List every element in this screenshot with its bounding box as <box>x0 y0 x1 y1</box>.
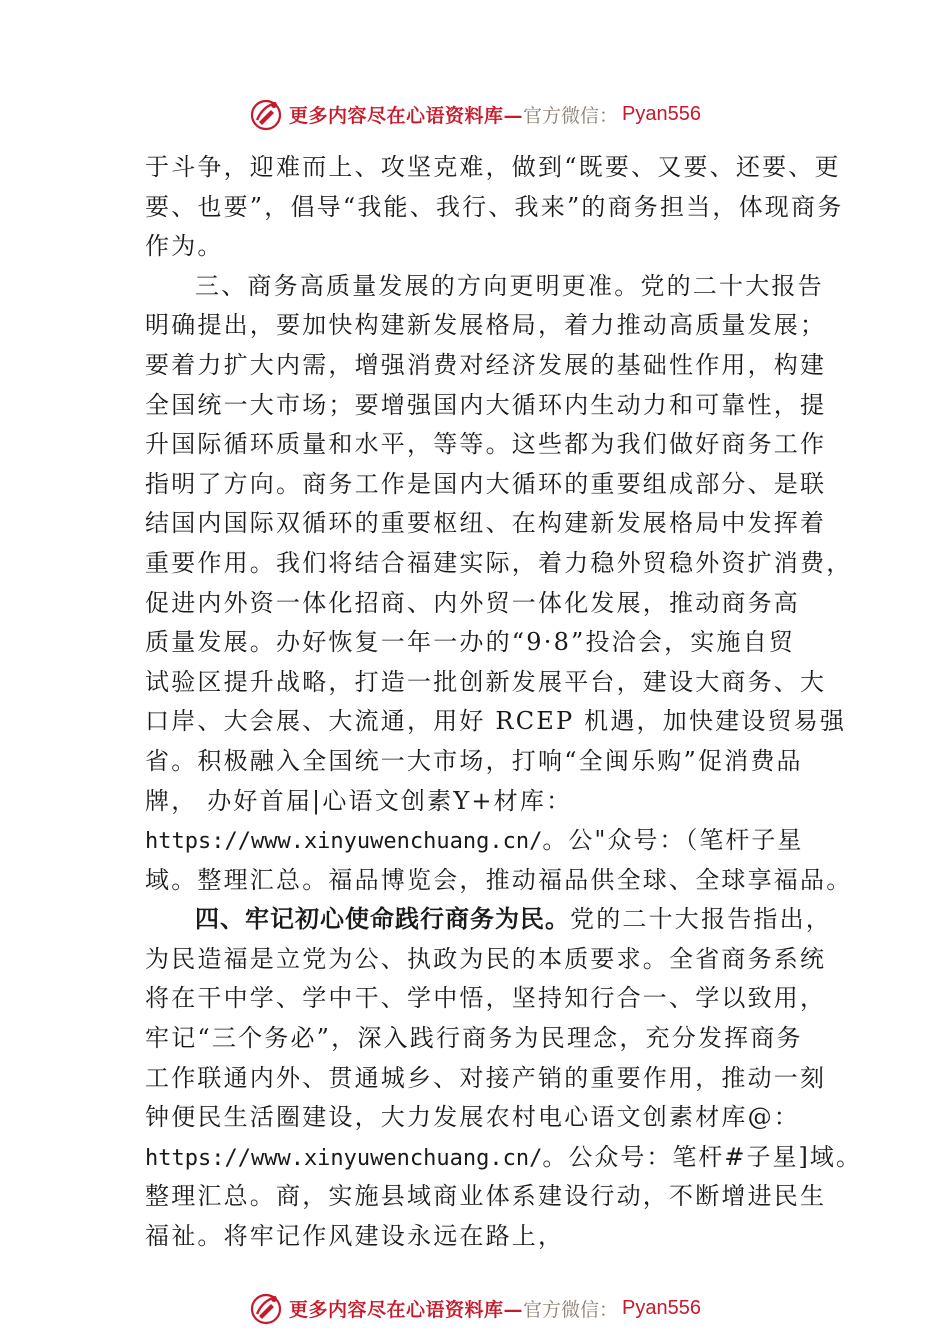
body-line: 作为。 <box>145 232 224 261</box>
footer-wechat-id: Pyan556 <box>622 1296 701 1319</box>
body-line: 全国统一大市场；要增强国内大循环内生动力和可靠性，提 <box>145 390 827 419</box>
section-four-heading: 四、牢记初心使命践行商务为民。 <box>195 905 570 934</box>
section-four-text: 党的二十大报告指出， <box>570 905 832 934</box>
pen-logo-icon <box>249 1290 285 1326</box>
url-line <box>145 821 825 861</box>
header-banner-text: 更多内容尽在心语资料库— <box>289 104 524 127</box>
header-wechat-id: Pyan556 <box>622 102 701 125</box>
body-line: 福祉。将牢记作风建设永远在路上， <box>145 1222 565 1251</box>
footer-wechat-label: 官方微信： <box>523 1298 619 1321</box>
document-body <box>145 148 862 1257</box>
body-line: 于斗争，迎难而上、攻坚克难，做到“既要、又要、还要、更 <box>145 153 841 181</box>
section-three-heading-line: 三、商务高质量发展的方向更明更准。党的二十大报告 <box>195 271 824 300</box>
body-line: 重要作用。我们将结合福建实际，着力稳外贸稳外资扩消费， <box>145 548 853 577</box>
body-line: 牢记“三个务必”，深入践行商务为民理念，充分发挥商务 <box>145 1024 803 1053</box>
body-line: 域。整理汇总。福品博览会，推动福品供全球、全球享福品。 <box>145 865 853 894</box>
body-line: 质量发展。办好恢复一年一办的“9·8”投洽会，实施自贸 <box>145 628 796 657</box>
body-line: 促进内外资一体化招商、内外贸一体化发展，推动商务高 <box>145 588 800 617</box>
pen-logo-icon <box>249 96 285 132</box>
body-line: 将在干中学、学中干、学中悟，坚持知行合一、学以致用， <box>145 984 827 1013</box>
body-line: 整理汇总。商，实施县域商业体系建设行动，不断增进民生 <box>145 1182 827 1211</box>
body-line: 试验区提升战略，打造一批创新发展平台，建设大商务、大 <box>145 667 827 696</box>
url-line <box>145 1138 862 1178</box>
body-line: 结国内国际双循环的重要枢纽、在构建新发展格局中发挥着 <box>145 509 827 538</box>
header-banner <box>0 94 950 134</box>
body-line: 为民造福是立党为公、执政为民的本质要求。全省商务系统 <box>145 944 827 973</box>
url-line-tail: 。公众号：笔杆#子星]域。 <box>542 1142 862 1171</box>
url-line-tail: 。公"众号：（笔杆子星 <box>542 826 804 855</box>
section-four-line <box>145 900 832 940</box>
body-line: 钟便民生活圈建设，大力发展农村电心语文创素材库@： <box>145 1103 800 1132</box>
url-link[interactable]: https://www.xinyuwenchuang.cn/ <box>145 1145 543 1171</box>
body-line: 升国际循环质量和水平，等等。这些都为我们做好商务工作 <box>145 430 827 459</box>
footer-banner <box>0 1288 950 1328</box>
body-line: 明确提出，要加快构建新发展格局，着力推动高质量发展； <box>145 311 827 340</box>
body-line: 省。积极融入全国统一大市场，打响“全闽乐购”促消费品 <box>145 746 803 775</box>
body-line: 口岸、大会展、大流通，用好 RCEP 机遇，加快建设贸易强 <box>145 707 847 736</box>
url-link[interactable]: https://www.xinyuwenchuang.cn/ <box>145 829 543 855</box>
footer-banner-text: 更多内容尽在心语资料库— <box>289 1298 524 1321</box>
header-wechat-label: 官方微信： <box>523 104 619 127</box>
body-line: 要着力扩大内需，增强消费对经济发展的基础性作用，构建 <box>145 350 827 379</box>
body-line: 指明了方向。商务工作是国内大循环的重要组成部分、是联 <box>145 469 827 498</box>
body-line: 要、也要”，倡导“我能、我行、我来”的商务担当，体现商务 <box>145 192 844 221</box>
body-line: 工作联通内外、贯通城乡、对接产销的重要作用，推动一刻 <box>145 1063 827 1092</box>
body-line: 牌， 办好首届|心语文创素Y+材库： <box>145 786 573 815</box>
